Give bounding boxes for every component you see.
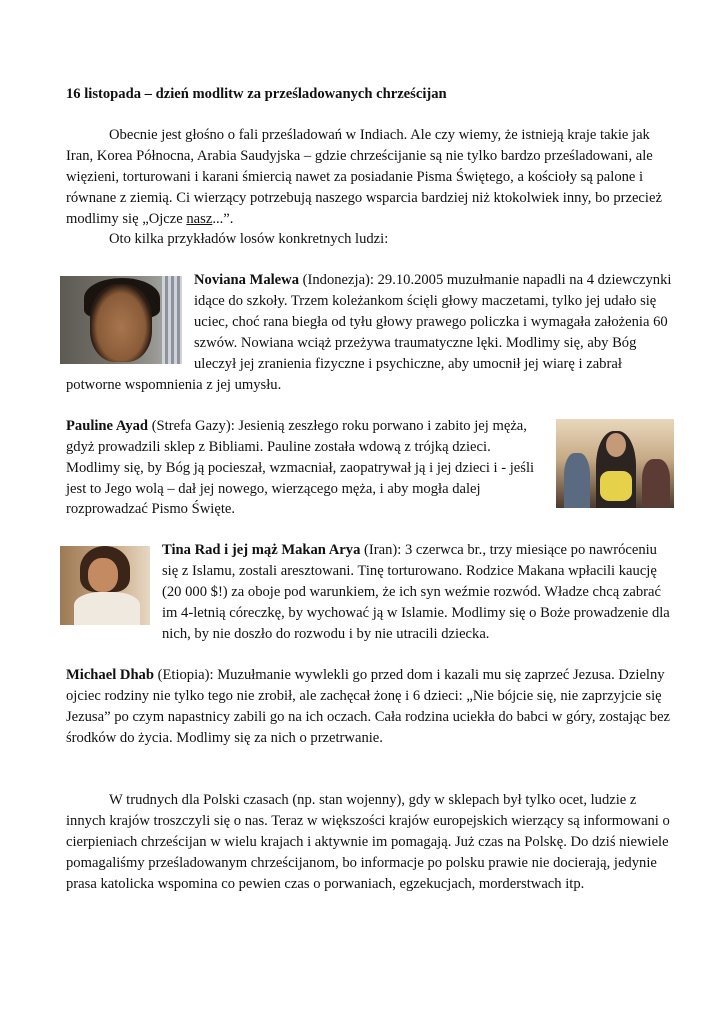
story-noviana <box>66 270 672 395</box>
page-title: 16 listopada – dzień modlitw za prześladowanych chrześcijan <box>66 86 447 102</box>
noviana-photo <box>60 276 182 364</box>
story-michael <box>66 665 672 749</box>
story-name: Pauline Ayad <box>66 417 149 434</box>
story-noviana-text: Noviana Malewa (Indonezja): 29.10.2005 muzułmanie napadli na 4 dziewczynki idące do szkoły. Trzem koleżankom ścięli głowy maczetami, tylko jej udało się uciec, choć rana biegła od tyłu głowy prawego policzka i wymagała założenia 60 szwów. Nowiana wciąż przeżywa traumatyczne lęki. Modlimy się, aby Bóg uleczył jej zranienia fizyczne i psychiczne, aby umocnił jej wiarę i zabrał potworne wspomnienia z jej umysłu. <box>66 272 672 393</box>
pauline-family-photo <box>556 419 674 508</box>
story-pauline-text: Pauline Ayad (Strefa Gazy): Jesienią zeszłego roku porwano i zabito jej męża, gdyż prowadzili sklep z Bibliami. Pauline została wdową z trójką dzieci. Modlimy się, by Bóg ją pocieszał, wzmacniał, zaopatrywał ją i jej dzieci i - jeśli jest to Jego wolą – dał jej nowego, wierzącego męża, i aby mogła dalej rozprowadzać Pismo Święte. <box>66 417 535 518</box>
story-name: Noviana Malewa <box>194 272 299 289</box>
closing-paragraph: W trudnych dla Polski czasach (np. stan wojenny), gdy w sklepach był tylko ocet, ludzie z innych krajów troszczyli się o nas. Teraz w większości krajów europejskich wierzący są informowani o cierpieniach chrześcijan w wielu krajach i aktywnie im pomagają. Już czas na Polskę. Do dziś niewiele pomagaliśmy prześladowanym chrześcijanom, bo informacje po polsku prawie nie docierają, jedynie prasa katolicka wspomina co pewien czas o porwaniach, egzekucjach, morderstwach itp. <box>66 792 670 893</box>
underlined-word: nasz <box>186 210 213 227</box>
story-michael-text: Michael Dhab (Etiopia): Muzułmanie wywlekli go przed dom i kazali mu się zaprzeć Jezusa. Dzielny ojciec rodziny nie tylko tego nie zrobił, ale zachęcał żonę i 6 dzieci: „Nie bójcie się, nie zaprzyjcie się Jezusa” po czym napastnicy zabili go na ich oczach. Cała rodzina uciekła do babci w góry, zostając bez środków do życia. Modlimy się za nich o przetrwanie. <box>66 666 671 746</box>
intro-paragraph: Obecnie jest głośno o fali prześladowań w Indiach. Ale czy wiemy, że istnieją kraje takie jak Iran, Korea Północna, Arabia Saudyjska – gdzie chrześcijanie są nie tylko bardzo prześladowani, ale więzieni, torturowani i karani śmiercią nawet za posiadanie Pisma Świętego, a kościoły są palone i równane z ziemią. Ci wierzący potrzebują naszego wsparcia bardziej niż ktokolwiek inny, bo przecież modlimy się „Ojcze nasz...”. <box>66 126 662 227</box>
story-name: Michael Dhab <box>66 666 154 683</box>
story-pauline <box>66 416 672 521</box>
intro-examples-line: Oto kilka przykładów losów konkretnych ludzi: <box>109 231 389 248</box>
story-tina-text: Tina Rad i jej mąż Makan Arya (Iran): 3 czerwca br., trzy miesiące po nawróceniu się z Islamu, zostali aresztowani. Tinę torturowano. Rodzice Makana wpłacili kaucję (20 000 $!) za oboje pod warunkiem, że ich syn weźmie rozwód. Władze chcą zabrać im 4-letnią córeczkę, by wychować ją w Islamie. Modlimy się o Boże prowadzenie dla nich, by nie doszło do rozwodu i by nie utracili dziecka. <box>162 542 670 642</box>
tina-photo <box>60 546 150 625</box>
story-tina <box>66 540 672 645</box>
story-name: Tina Rad i jej mąż Makan Arya <box>162 542 361 559</box>
document-page <box>66 84 672 895</box>
